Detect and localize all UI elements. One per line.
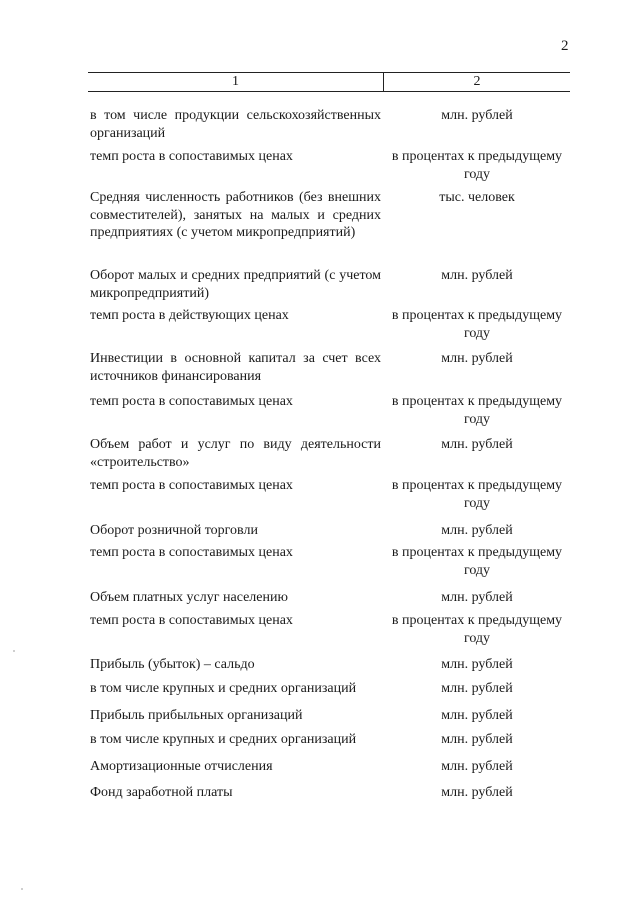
page-number: 2 xyxy=(561,38,569,54)
row-unit: в процентах к предыдущему году xyxy=(391,545,563,578)
row-unit: млн. рублей xyxy=(441,657,513,672)
header-col-2: 2 xyxy=(473,74,481,89)
row-unit: млн. рублей xyxy=(441,785,513,800)
row-unit: млн. рублей xyxy=(441,708,513,723)
row-unit: млн. рублей xyxy=(441,732,513,747)
row-unit: млн. рублей xyxy=(441,681,513,696)
row-unit: в процентах к предыдущему году xyxy=(391,394,563,427)
row-label: Объем платных услуг населению xyxy=(90,590,288,605)
row-label: Оборот розничной торговли xyxy=(90,523,258,538)
row-label: в том числе продукции сельскохозяйственных организаций xyxy=(90,108,381,141)
row-label: в том числе крупных и средних организаций xyxy=(90,681,357,696)
row-label: Оборот малых и средних предприятий (с учетом микропредприятий) xyxy=(90,268,381,301)
row-unit: в процентах к предыдущему году xyxy=(391,149,563,182)
row-unit: млн. рублей xyxy=(441,759,513,774)
row-label: темп роста в сопоставимых ценах xyxy=(90,149,293,164)
row-label: в том числе крупных и средних организаций xyxy=(90,732,357,747)
row-unit: тыс. человек xyxy=(439,190,515,205)
row-label: Средняя численность работников (без внешних совместителей), занятых на малых и средних предприятиях (с учетом микропредприятий) xyxy=(90,190,381,240)
row-label: Прибыль (убыток) – сальдо xyxy=(90,657,255,672)
row-label: Амортизационные отчисления xyxy=(90,759,273,774)
row-label: Инвестиции в основной капитал за счет всех источников финансирования xyxy=(90,351,381,384)
row-label: Фонд заработной платы xyxy=(90,785,233,800)
header-col-1: 1 xyxy=(232,74,239,89)
scan-speck xyxy=(13,650,15,652)
row-label: темп роста в действующих ценах xyxy=(90,308,289,323)
row-label: Прибыль прибыльных организаций xyxy=(90,708,303,723)
row-unit: млн. рублей xyxy=(441,590,513,605)
row-label: темп роста в сопоставимых ценах xyxy=(90,613,293,628)
scan-speck xyxy=(21,888,23,890)
row-unit: в процентах к предыдущему году xyxy=(391,308,563,341)
row-unit: млн. рублей xyxy=(441,108,513,123)
row-unit: млн. рублей xyxy=(441,523,513,538)
row-label: темп роста в сопоставимых ценах xyxy=(90,478,293,493)
row-label: темп роста в сопоставимых ценах xyxy=(90,545,293,560)
row-label: темп роста в сопоставимых ценах xyxy=(90,394,293,409)
row-unit: в процентах к предыдущему году xyxy=(391,613,563,646)
row-label: Объем работ и услуг по виду деятельности «строительство» xyxy=(90,437,381,470)
table-header xyxy=(88,72,570,92)
row-unit: млн. рублей xyxy=(441,268,513,283)
row-unit: в процентах к предыдущему году xyxy=(391,478,563,511)
row-unit: млн. рублей xyxy=(441,437,513,452)
row-unit: млн. рублей xyxy=(441,351,513,366)
